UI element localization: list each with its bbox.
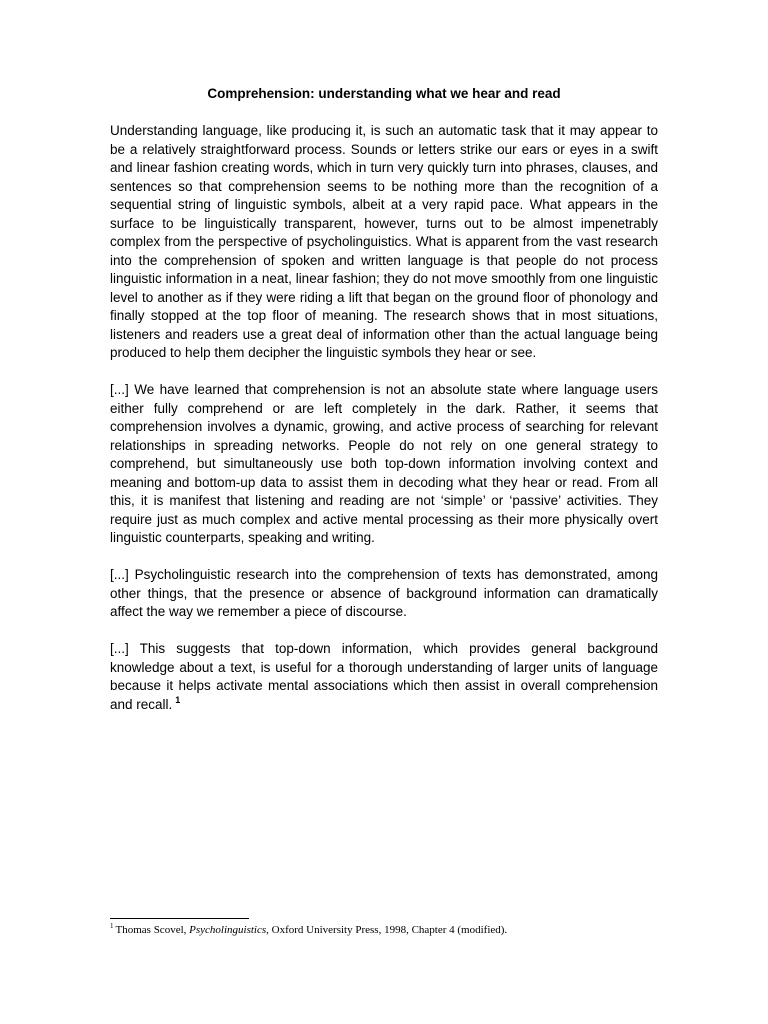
- footnote: [110, 923, 670, 937]
- footnote-author: Thomas Scovel,: [115, 924, 187, 936]
- paragraph-1: Understanding language, like producing it, is such an automatic task that it may appear to be a relatively straightforward process. Sounds or letters strike our ears or eyes in a swift and linear fashion creating words, which in turn very quickly turn into phrases, clauses, and sentences so that comprehension seems to be nothing more than the recognition of a sequential string of linguistic symbols, albeit at a very rapid pace. What appears in the surface to be linguistically transparent, however, turns out to be almost impenetrably complex from the perspective of psycholinguistics. What is apparent from the vast research into the comprehension of spoken and written language is that people do not process linguistic information in a neat, linear fashion; they do not move smoothly from one linguistic level to another as if they were riding a lift that began on the ground floor of phonology and finally stopped at the top floor of meaning. The research shows that in most situations, listeners and readers use a great deal of information other than the actual language being produced to help them decipher the linguistic symbols they hear or see.: [110, 123, 658, 360]
- paragraph-2: [...] We have learned that comprehension is not an absolute state where language users either fully comprehend or are left completely in the dark. Rather, it seems that comprehension involves a dynamic, growing, and active process of searching for relevant relationships in spreading networks. People do not rely on one general strategy to comprehend, but simultaneously use both top-down information involving context and meaning and bottom-up data to assist them in decoding what they hear or read. From all this, it is manifest that listening and reading are not ‘simple’ or ‘passive’ activities. They require just as much complex and active mental processing as their more physically overt linguistic counterparts, speaking and writing.: [110, 382, 658, 545]
- footnote-details: , Oxford University Press, 1998, Chapter 4 (modified).: [266, 924, 508, 936]
- footnote-marker: 1: [110, 922, 114, 931]
- footnote-divider: [110, 918, 249, 919]
- footnote-reference: 1: [175, 695, 181, 705]
- footnote-book-title: Psycholinguistics: [189, 924, 267, 936]
- document-title: Comprehension: understanding what we hear and read: [207, 86, 561, 101]
- paragraph-4-text: [...] This suggests that top-down information, which provides general background knowledge about a text, is useful for a thorough understanding of larger units of language because it helps activate mental associations which then assist in overall comprehension and recall.: [110, 641, 658, 712]
- document-body: [110, 122, 658, 733]
- paragraph-4: [110, 640, 658, 714]
- paragraph-3: [...] Psycholinguistic research into the comprehension of texts has demonstrated, among other things, that the presence or absence of background information can dramatically affect the way we remember a piece of discourse.: [110, 567, 658, 619]
